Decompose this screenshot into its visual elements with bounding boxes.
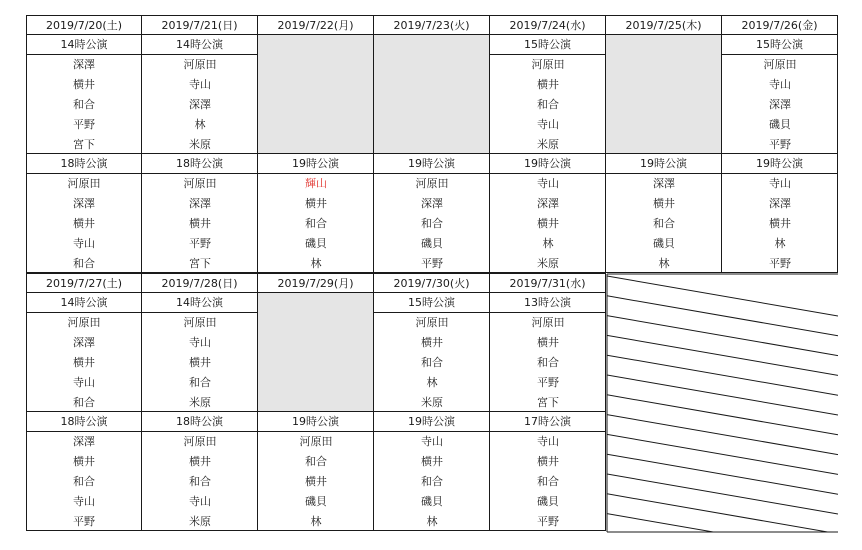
date-header: 2019/7/31(水) bbox=[490, 273, 606, 293]
cast-name: 和合 bbox=[537, 97, 559, 111]
hatch-line bbox=[607, 415, 838, 455]
evening-time: 19時公演 bbox=[722, 154, 838, 174]
matinee-time: 14時公演 bbox=[142, 293, 258, 313]
cast-name: 和合 bbox=[305, 455, 327, 469]
cast-name: 林 bbox=[310, 514, 322, 528]
cast-name: 林 bbox=[426, 375, 438, 389]
cast-name: 米原 bbox=[537, 137, 559, 151]
cast-name: 平野 bbox=[73, 514, 95, 528]
cast-name: 横井 bbox=[73, 455, 95, 469]
matinee-time: 13時公演 bbox=[490, 293, 606, 313]
evening-time: 18時公演 bbox=[26, 412, 142, 432]
cast-name: 河原田 bbox=[183, 58, 217, 72]
cast-name: 寺山 bbox=[189, 336, 211, 350]
cast-name: 林 bbox=[542, 236, 554, 250]
cast-name: 河原田 bbox=[763, 58, 797, 72]
cast-name: 平野 bbox=[73, 117, 95, 131]
cast-name: 和合 bbox=[421, 216, 443, 230]
cast-name: 寺山 bbox=[73, 236, 95, 250]
date-header: 2019/7/27(土) bbox=[26, 273, 142, 293]
cast-name: 和合 bbox=[305, 216, 327, 230]
evening-time: 17時公演 bbox=[490, 412, 606, 432]
cast-name: 和合 bbox=[189, 375, 211, 389]
hatched-unused-area bbox=[607, 274, 838, 532]
cast-name: 磯貝 bbox=[305, 236, 327, 250]
cast-name: 河原田 bbox=[183, 316, 217, 330]
cast-name: 平野 bbox=[537, 375, 559, 389]
cast-name: 横井 bbox=[73, 355, 95, 369]
cast-name: 深澤 bbox=[537, 197, 559, 211]
cast-name: 寺山 bbox=[189, 494, 211, 508]
matinee-time: 15時公演 bbox=[374, 293, 490, 313]
cast-name: 和合 bbox=[421, 474, 443, 488]
cast-name: 深澤 bbox=[653, 177, 675, 191]
hatch-line bbox=[607, 316, 838, 356]
cast-name: 林 bbox=[658, 256, 670, 270]
matinee-time: 15時公演 bbox=[490, 35, 606, 55]
cast-name: 米原 bbox=[189, 137, 211, 151]
cast-name: 河原田 bbox=[531, 316, 565, 330]
cast-name: 寺山 bbox=[73, 375, 95, 389]
evening-time: 19時公演 bbox=[374, 412, 490, 432]
cast-name: 河原田 bbox=[67, 177, 101, 191]
hatch-line bbox=[607, 375, 838, 415]
date-header: 2019/7/24(水) bbox=[490, 15, 606, 35]
matinee-time: 14時公演 bbox=[142, 35, 258, 55]
cast-name: 磯貝 bbox=[769, 117, 791, 131]
cast-name: 寺山 bbox=[537, 177, 559, 191]
cast-name: 磯貝 bbox=[305, 494, 327, 508]
cast-name: 横井 bbox=[769, 216, 791, 230]
cast-name: 磯貝 bbox=[421, 236, 443, 250]
date-header: 2019/7/21(日) bbox=[142, 15, 258, 35]
cast-name: 横井 bbox=[305, 197, 327, 211]
cast-name: 林 bbox=[774, 236, 786, 250]
matinee-time: 14時公演 bbox=[26, 293, 142, 313]
evening-time: 19時公演 bbox=[258, 412, 374, 432]
cast-name: 深澤 bbox=[769, 197, 791, 211]
cast-name: 寺山 bbox=[189, 78, 211, 92]
cast-name: 河原田 bbox=[531, 58, 565, 72]
cast-name: 和合 bbox=[73, 256, 95, 270]
evening-time: 19時公演 bbox=[606, 154, 722, 174]
cast-name: 河原田 bbox=[183, 177, 217, 191]
cast-name: 横井 bbox=[73, 216, 95, 230]
hatch-line bbox=[607, 355, 838, 395]
evening-time: 19時公演 bbox=[258, 154, 374, 174]
cast-name: 深澤 bbox=[421, 197, 443, 211]
cast-name: 宮下 bbox=[189, 256, 211, 270]
hatch-line bbox=[607, 335, 838, 375]
cast-name: 横井 bbox=[653, 197, 675, 211]
date-header: 2019/7/30(火) bbox=[374, 273, 490, 293]
cast-name: 林 bbox=[310, 256, 322, 270]
cast-name: 深澤 bbox=[73, 197, 95, 211]
cast-name: 横井 bbox=[421, 336, 443, 350]
cast-name: 平野 bbox=[537, 514, 559, 528]
cast-name: 磯貝 bbox=[537, 494, 559, 508]
matinee-time: 15時公演 bbox=[722, 35, 838, 55]
cast-name: 河原田 bbox=[415, 177, 449, 191]
cast-name: 平野 bbox=[769, 137, 791, 151]
hatch-line bbox=[607, 434, 838, 474]
cast-name: 和合 bbox=[73, 97, 95, 111]
cast-name: 和合 bbox=[653, 216, 675, 230]
cast-name: 横井 bbox=[537, 336, 559, 350]
cast-name: 和合 bbox=[537, 474, 559, 488]
cast-name: 林 bbox=[426, 514, 438, 528]
no-performance-cell bbox=[606, 35, 722, 154]
cast-name: 宮下 bbox=[537, 395, 559, 409]
cast-name: 和合 bbox=[73, 474, 95, 488]
cast-name: 磯貝 bbox=[653, 236, 675, 250]
cast-name: 平野 bbox=[769, 256, 791, 270]
no-performance-cell bbox=[258, 35, 374, 154]
cast-name: 河原田 bbox=[183, 435, 217, 449]
cast-name: 横井 bbox=[537, 455, 559, 469]
hatch-line bbox=[607, 494, 838, 534]
cast-name: 深澤 bbox=[189, 197, 211, 211]
cast-name: 河原田 bbox=[299, 435, 333, 449]
cast-name: 寺山 bbox=[73, 494, 95, 508]
cast-name: 磯貝 bbox=[421, 494, 443, 508]
cast-name: 宮下 bbox=[73, 137, 95, 151]
cast-name: 深澤 bbox=[769, 97, 791, 111]
cast-name: 横井 bbox=[421, 455, 443, 469]
cast-name: 平野 bbox=[421, 256, 443, 270]
cast-name: 河原田 bbox=[415, 316, 449, 330]
date-header: 2019/7/25(木) bbox=[606, 15, 722, 35]
hatch-line bbox=[607, 276, 838, 316]
date-header: 2019/7/26(金) bbox=[722, 15, 838, 35]
cast-name: 寺山 bbox=[537, 435, 559, 449]
evening-time: 18時公演 bbox=[26, 154, 142, 174]
cast-name: 横井 bbox=[73, 78, 95, 92]
cast-name: 米原 bbox=[189, 514, 211, 528]
cast-name: 米原 bbox=[189, 395, 211, 409]
cast-name: 平野 bbox=[189, 236, 211, 250]
cast-name: 和合 bbox=[537, 355, 559, 369]
cast-name: 寺山 bbox=[769, 177, 791, 191]
matinee-time: 14時公演 bbox=[26, 35, 142, 55]
cast-name: 横井 bbox=[537, 216, 559, 230]
hatch-border bbox=[607, 274, 838, 532]
date-header: 2019/7/23(火) bbox=[374, 15, 490, 35]
evening-time: 19時公演 bbox=[374, 154, 490, 174]
cast-name: 米原 bbox=[421, 395, 443, 409]
cast-name: 米原 bbox=[537, 256, 559, 270]
cast-name: 林 bbox=[194, 117, 206, 131]
evening-time: 18時公演 bbox=[142, 154, 258, 174]
hatch-line bbox=[607, 474, 838, 514]
no-performance-cell bbox=[374, 35, 490, 154]
cast-name: 深澤 bbox=[73, 336, 95, 350]
cast-name: 寺山 bbox=[769, 78, 791, 92]
cast-name: 深澤 bbox=[73, 435, 95, 449]
cast-name: 寺山 bbox=[537, 117, 559, 131]
cast-name: 和合 bbox=[421, 355, 443, 369]
cast-name: 深澤 bbox=[189, 97, 211, 111]
date-header: 2019/7/28(日) bbox=[142, 273, 258, 293]
no-performance-cell bbox=[258, 293, 374, 412]
cast-name: 和合 bbox=[73, 395, 95, 409]
hatch-line bbox=[607, 454, 838, 494]
cast-name: 河原田 bbox=[67, 316, 101, 330]
cast-name: 深澤 bbox=[73, 58, 95, 72]
evening-time: 19時公演 bbox=[490, 154, 606, 174]
cast-name: 輝山 bbox=[305, 177, 327, 191]
date-header: 2019/7/20(土) bbox=[26, 15, 142, 35]
cast-name: 横井 bbox=[305, 474, 327, 488]
cast-name: 和合 bbox=[189, 474, 211, 488]
date-header: 2019/7/29(月) bbox=[258, 273, 374, 293]
cast-name: 横井 bbox=[537, 78, 559, 92]
hatch-line bbox=[607, 395, 838, 435]
cast-name: 横井 bbox=[189, 355, 211, 369]
cast-name: 横井 bbox=[189, 455, 211, 469]
hatch-line bbox=[607, 296, 838, 336]
cast-name: 横井 bbox=[189, 216, 211, 230]
cast-name: 寺山 bbox=[421, 435, 443, 449]
evening-time: 18時公演 bbox=[142, 412, 258, 432]
date-header: 2019/7/22(月) bbox=[258, 15, 374, 35]
